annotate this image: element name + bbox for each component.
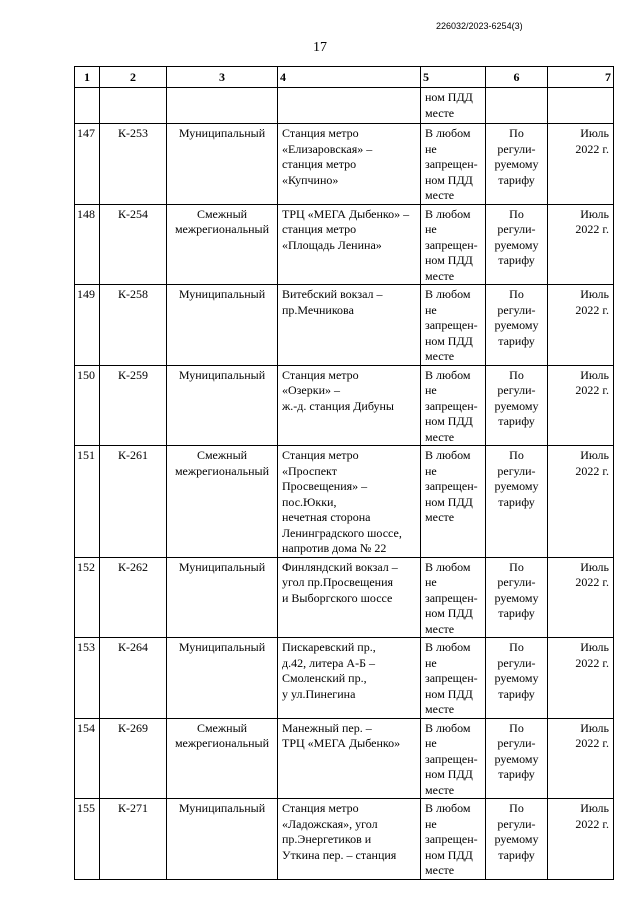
table-cell: По регули- руемому тарифу [486,124,548,205]
table-cell: ТРЦ «МЕГА Дыбенко» – станция метро «Площадь Ленина» [278,204,421,285]
table-cell: 150 [75,365,100,446]
table-cell: Июль 2022 г. [548,124,614,205]
table-row [75,446,614,558]
table-cell: Станция метро «Ладожская», угол пр.Энергетиков и Уткина пер. – станция [278,799,421,880]
table-cell: По регули- руемому тарифу [486,638,548,719]
table-cell [278,88,421,124]
document-id: 226032/2023-6254(3) [436,21,523,31]
table-header-row [75,67,614,88]
table-cell: В любом не запрещен- ном ПДД месте [421,124,486,205]
table-cell: Муниципальный [167,285,278,366]
table-row [75,204,614,285]
routes-table [74,66,614,880]
table-cell: Станция метро «Елизаровская» – станция метро «Купчино» [278,124,421,205]
table-cell: Июль 2022 г. [548,799,614,880]
table-cell: Смежный межрегиональный [167,204,278,285]
table-cell: Смежный межрегиональный [167,446,278,558]
table-cell: Смежный межрегиональный [167,718,278,799]
table-cell: 152 [75,557,100,638]
table-cell: 151 [75,446,100,558]
table-cell: К-259 [100,365,167,446]
continuation-row [75,88,614,124]
page-number: 17 [313,40,327,55]
table-cell: К-264 [100,638,167,719]
table-cell: По регули- руемому тарифу [486,204,548,285]
table-cell: Манежный пер. – ТРЦ «МЕГА Дыбенко» [278,718,421,799]
column-header: 2 [100,67,167,88]
table-cell: Июль 2022 г. [548,365,614,446]
table-cell: По регули- руемому тарифу [486,365,548,446]
table-cell: По регули- руемому тарифу [486,718,548,799]
column-header: 6 [486,67,548,88]
table-cell: По регули- руемому тарифу [486,557,548,638]
table-cell: Муниципальный [167,638,278,719]
table-cell: Пискаревский пр., д.42, литера А-Б – Смоленский пр., у ул.Пинегина [278,638,421,719]
table-cell [548,88,614,124]
table-cell: Июль 2022 г. [548,204,614,285]
table-cell: К-254 [100,204,167,285]
table-cell: Станция метро «Проспект Просвещения» – пос.Юкки, нечетная сторона Ленинградского шоссе, напротив дома № 22 [278,446,421,558]
table-cell: Муниципальный [167,557,278,638]
table-cell [486,88,548,124]
table-cell: В любом не запрещен- ном ПДД месте [421,446,486,558]
table-cell: Июль 2022 г. [548,718,614,799]
table-cell: К-258 [100,285,167,366]
table-cell: 155 [75,799,100,880]
table-cell [100,88,167,124]
table-cell: 149 [75,285,100,366]
table-cell: В любом не запрещен- ном ПДД месте [421,285,486,366]
table-cell: К-253 [100,124,167,205]
table-row [75,365,614,446]
table-cell: К-261 [100,446,167,558]
table-cell: ном ПДД месте [421,88,486,124]
table-cell: Июль 2022 г. [548,638,614,719]
table-cell: Станция метро «Озерки» – ж.-д. станция Дибуны [278,365,421,446]
column-header: 7 [548,67,614,88]
table-cell: К-269 [100,718,167,799]
table-cell: В любом не запрещен- ном ПДД месте [421,638,486,719]
table-cell: К-271 [100,799,167,880]
table-cell: Июль 2022 г. [548,557,614,638]
table-cell: В любом не запрещен- ном ПДД месте [421,799,486,880]
table-cell: К-262 [100,557,167,638]
table-row [75,799,614,880]
table-cell: В любом не запрещен- ном ПДД месте [421,718,486,799]
table-cell: 154 [75,718,100,799]
table-cell: 148 [75,204,100,285]
table-cell: 147 [75,124,100,205]
table-cell: В любом не запрещен- ном ПДД месте [421,365,486,446]
column-header: 1 [75,67,100,88]
table-cell: В любом не запрещен- ном ПДД месте [421,204,486,285]
table-cell: Июль 2022 г. [548,446,614,558]
table-cell: По регули- руемому тарифу [486,799,548,880]
table-row [75,718,614,799]
table-cell [75,88,100,124]
table-cell: Июль 2022 г. [548,285,614,366]
table-cell [167,88,278,124]
table-row [75,557,614,638]
table-cell: Муниципальный [167,365,278,446]
column-header: 5 [421,67,486,88]
table-cell: В любом не запрещен- ном ПДД месте [421,557,486,638]
table-cell: По регули- руемому тарифу [486,446,548,558]
table-cell: Муниципальный [167,124,278,205]
table-cell: По регули- руемому тарифу [486,285,548,366]
table-row [75,638,614,719]
table-body [75,88,614,880]
table-row [75,285,614,366]
column-header: 4 [278,67,421,88]
table-cell: Витебский вокзал – пр.Мечникова [278,285,421,366]
table-cell: Муниципальный [167,799,278,880]
table-cell: 153 [75,638,100,719]
table-cell: Финляндский вокзал – угол пр.Просвещения и Выборгского шоссе [278,557,421,638]
column-header: 3 [167,67,278,88]
table-row [75,124,614,205]
